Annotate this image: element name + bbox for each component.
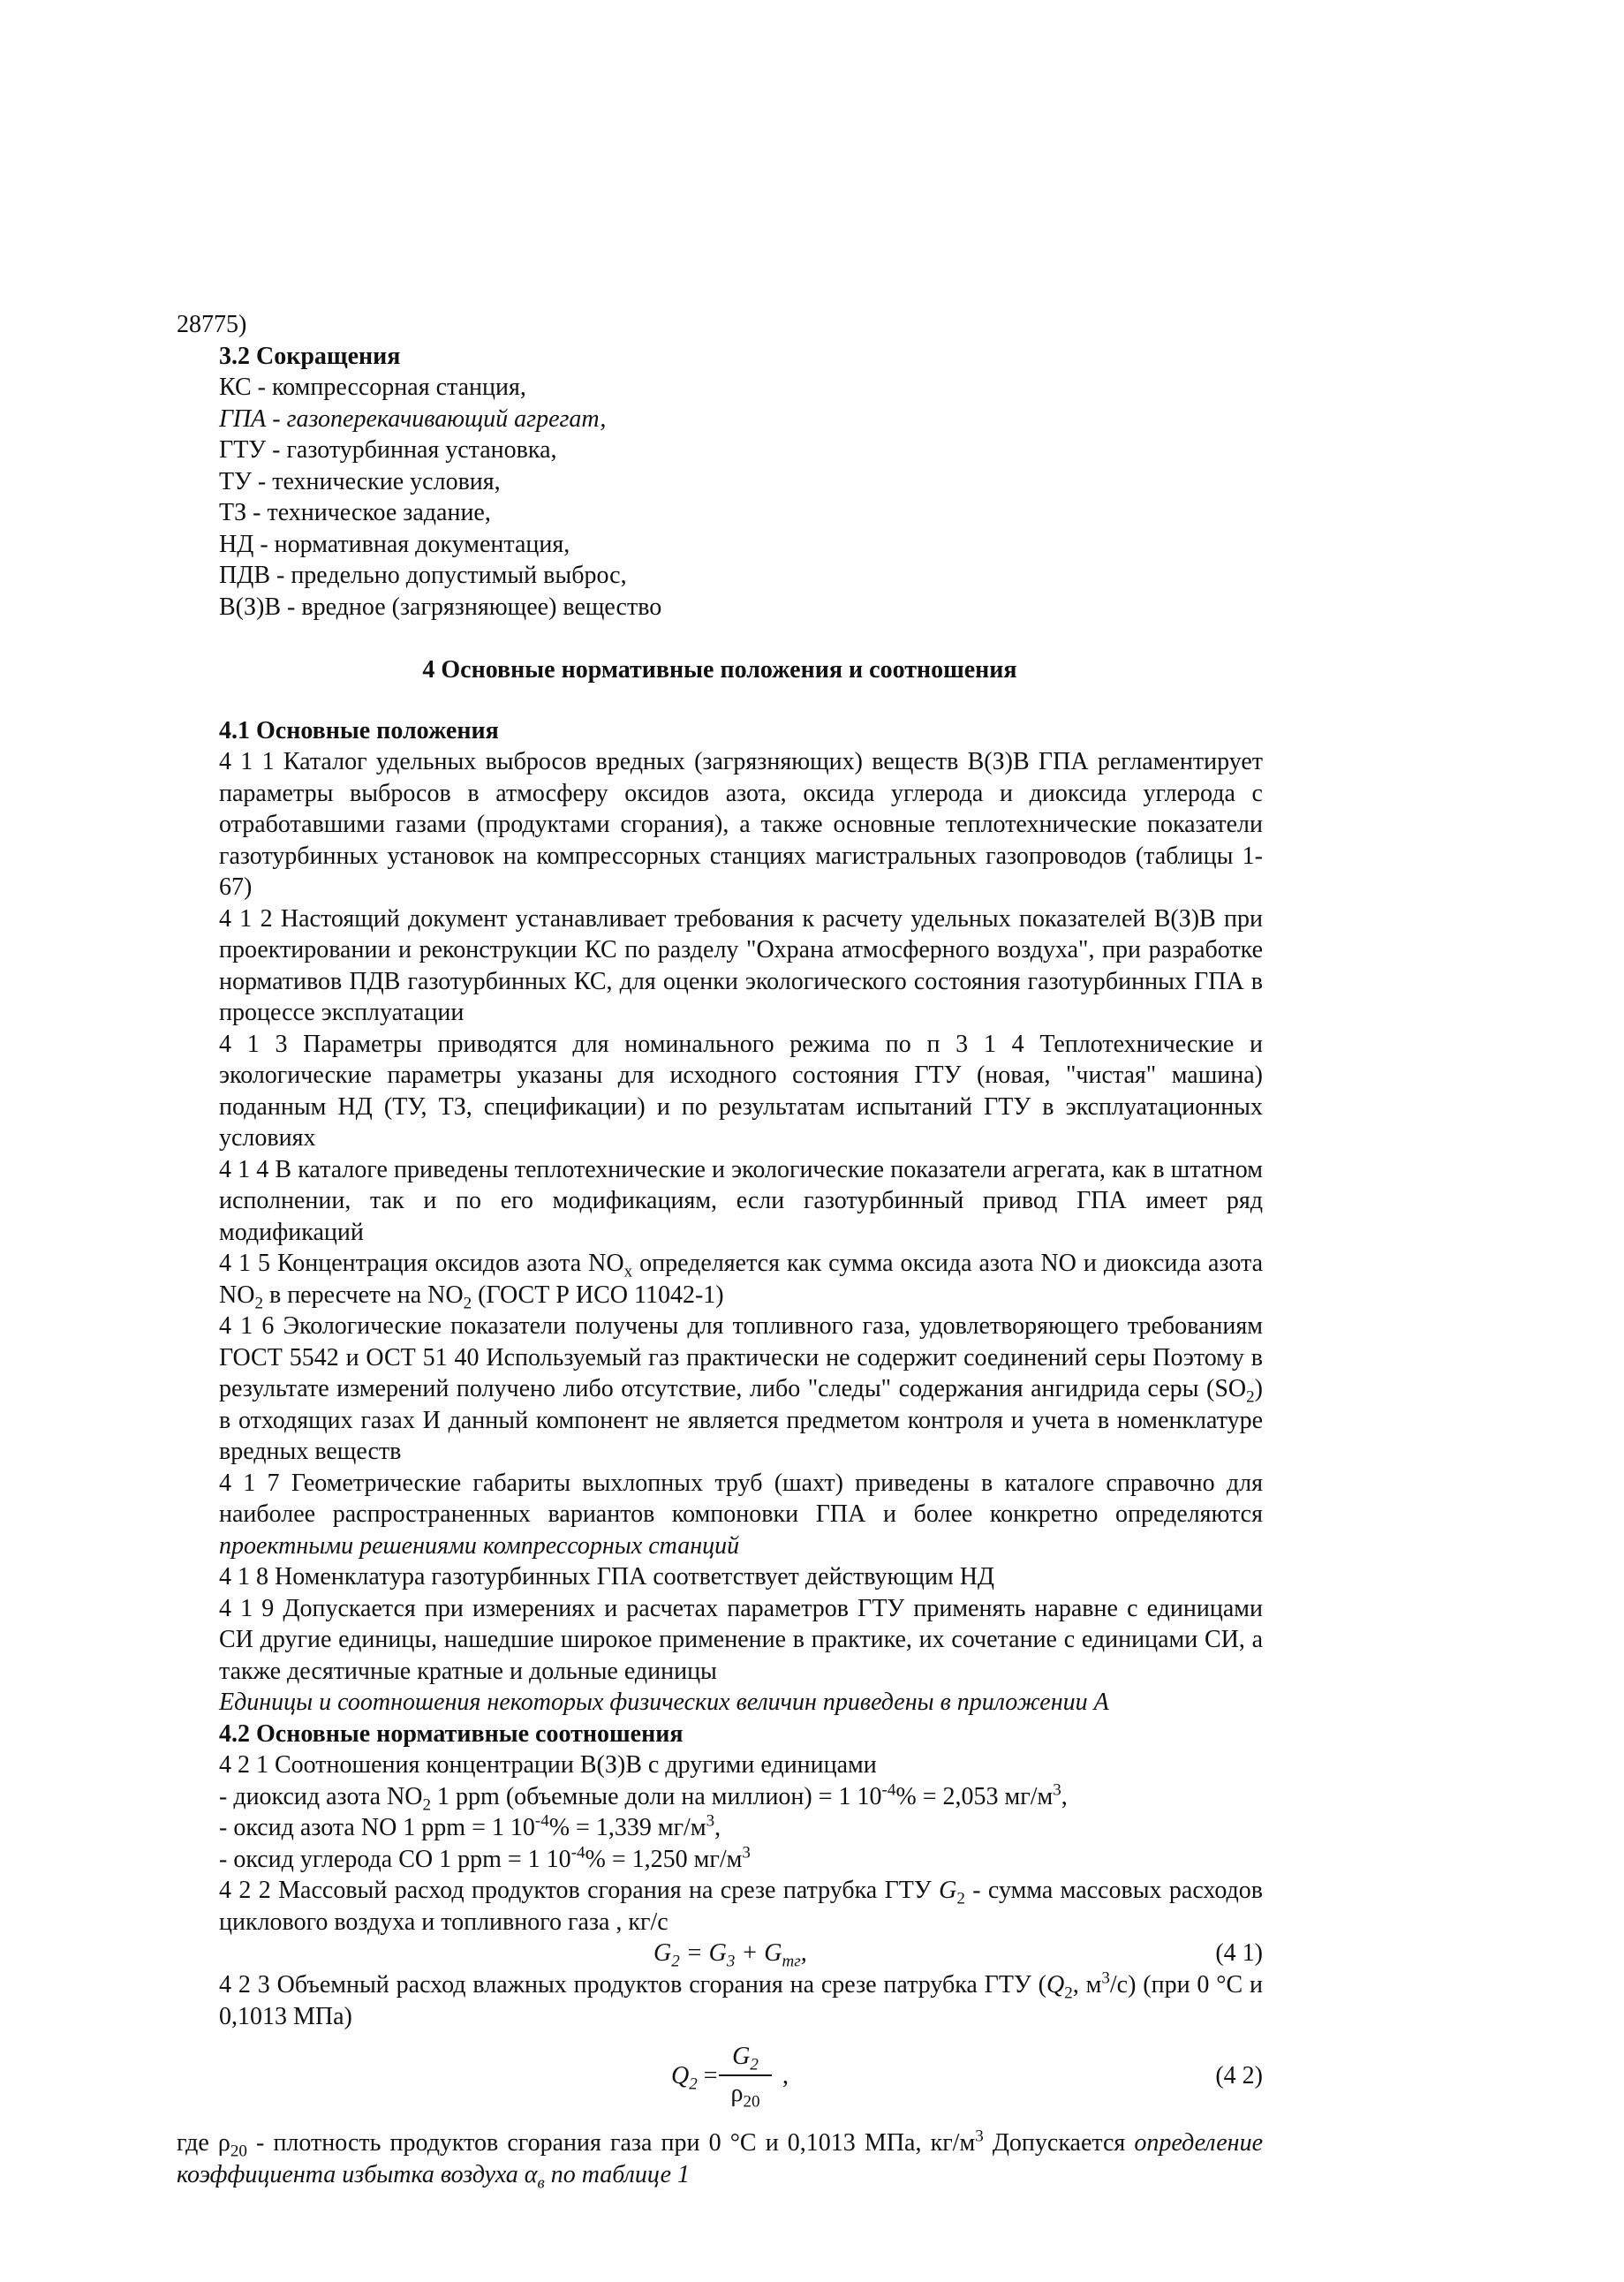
section-4-title: 4 Основные нормативные положения и соотношения xyxy=(422,656,1017,684)
abbreviation-item: КС - компрессорная станция, xyxy=(219,374,526,401)
paragraph-4-2-2: 4 2 2 Массовый расход продуктов сгорания на срезе патрубка ГТУ $G_2$ - сумма массовых расходов циклового воздуха и топливного газа , кг/с xyxy=(219,1877,1263,1936)
fraction xyxy=(719,2041,772,2112)
paragraph-4-1-8: 4 1 8 Номенклатура газотурбинных ГПА соответствует действующим НД xyxy=(219,1563,995,1591)
paragraph-4-1-6: 4 1 6 Экологические показатели получены для топливного газа, удовлетворяющего требованиям ГОСТ 5542 и ОСТ 51 40 Используемый газ практически не содержит соединений серы Поэтому в результате измерений получено либо отсутствие, либо "следы" содержания ангидрида серы $(SO_2)$ в отходящих газах И данный компонент не является предметом контроля и учета в номенклатуре вредных веществ xyxy=(219,1312,1263,1465)
top-reference: 28775) xyxy=(177,311,247,338)
fraction-denominator: $\rho_{20}$ xyxy=(730,2079,760,2112)
paragraph-4-1-3: 4 1 3 Параметры приводятся для номинального режима по п 3 1 4 Теплотехнические и экологические параметры указаны для исходного состояния ГТУ (новая, "чистая" машина) поданным НД (ТУ, ТЗ, спецификации) и по результатам испытаний ГТУ в эксплуатационных условиях xyxy=(219,1030,1263,1152)
abbreviation-item: ТЗ - техническое задание, xyxy=(219,499,491,526)
paragraph-4-2-3: 4 2 3 Объемный расход влажных продуктов сгорания на срезе патрубка ГТУ ($Q_2$, $м^3/с$) (при 0 °С и 0,1013 МПа) xyxy=(219,1968,1264,2030)
subsection-4-2-heading: 4.2 Основные нормативные соотношения xyxy=(219,1719,684,1748)
equation-number: (4 1) xyxy=(1215,1939,1263,1967)
abbreviations-list xyxy=(177,372,1263,623)
subsection-4-1-heading: 4.1 Основные положения xyxy=(219,716,499,744)
conversion-line: - диоксид азота $NO_2$ 1 ppm (объемные доли на миллион) = 1 $10^{-4}\% = 2,053$ $мг/м^3$, xyxy=(219,1780,1068,1815)
conversion-line: - оксид азота NO 1 ppm = 1 $10^{-4}\% = 1,339$ $мг/м^3$, xyxy=(219,1811,721,1841)
conversion-line: - оксид углерода CO 1 ppm = 1 $10^{-4}\% = 1,250$ $мг/м^3$ xyxy=(219,1843,751,1873)
fraction-numerator: $G_2$ xyxy=(719,2041,772,2076)
units-note: Единицы и соотношения некоторых физических величин приведены в приложении А xyxy=(219,1689,1109,1716)
paragraph-4-2-1: 4 2 1 Соотношения концентрации В(З)В с другими единицами xyxy=(219,1751,877,1779)
paragraph-4-1-1: 4 1 1 Каталог удельных выбросов вредных (загрязняющих) веществ В(З)В ГПА регламентирует параметры выбросов в атмосферу оксидов азота, оксида углерода и диоксида углерода с отработавшими газами (продуктами сгорания), а также основные теплотехнические показатели газотурбинных установок на компрессорных станциях магистральных газопроводов (таблицы 1-67) xyxy=(219,748,1263,901)
abbreviation-item: НД - нормативная документация, xyxy=(219,530,570,558)
abbreviation-item: ПДВ - предельно допустимый выброс, xyxy=(219,562,627,589)
abbreviations-heading: 3.2 Сокращения xyxy=(219,342,401,370)
equation-4-2-lhs: $Q_2$ = xyxy=(671,2062,718,2094)
paragraph-4-1-2: 4 1 2 Настоящий документ устанавливает требования к расчету удельных показателей В(З)В при проектировании и реконструкции КС по разделу "Охрана атмосферного воздуха", при разработке нормативов ПДВ газотурбинных КС, для оценки экологического состояния газотурбинных ГПА в процессе эксплуатации xyxy=(219,904,1263,1026)
equation-number: (4 2) xyxy=(1215,2062,1263,2089)
where-clause: где $\rho_{20}$ - плотность продуктов сгорания газа при 0 °С и 0,1013 МПа, $кг/м^3$ Допускается определение коэффициента избытка воздуха $\alpha_в$ по таблице 1 xyxy=(177,2127,1263,2193)
paragraph-4-1-4: 4 1 4 В каталоге приведены теплотехнические и экологические показатели агрегата, как в штатном исполнении, так и по его модификациям, если газотурбинный привод ГПА имеет ряд модификаций xyxy=(219,1155,1263,1246)
abbreviation-item: ГТУ - газотурбинная установка, xyxy=(219,436,557,464)
document-page xyxy=(177,309,1264,2193)
equation-4-1 xyxy=(177,1938,1263,1969)
abbreviation-item: ГПА - газоперекачивающий агрегат, xyxy=(219,404,607,433)
paragraph-4-1-7: 4 1 7 Геометрические габариты выхлопных труб (шахт) приведены в каталоге справочно для наиболее распространенных вариантов компоновки ГПА и более конкретно определяются проектными решениями компрессорных станций xyxy=(219,1469,1263,1560)
equation-4-2: $Q_2$ = $\frac{G_2}{\rho_{20}}$ , (4 2) xyxy=(671,2043,1263,2112)
abbreviation-item: В(З)В - вредное (загрязняющее) вещество xyxy=(219,593,662,621)
equation-4-1-body: $G_2 = G_3 + G_{тг}$, xyxy=(653,1939,807,1971)
abbreviation-item: ТУ - технические условия, xyxy=(219,467,501,495)
paragraph-4-1-5: 4 1 5 Концентрация оксидов азота $NO_x$ определяется как сумма оксида азота NO и диоксида азота $NO_2$ в пересчете на $NO_2$ (ГОСТ Р ИСО 11042-1) xyxy=(219,1250,1263,1313)
paragraph-4-1-9: 4 1 9 Допускается при измерениях и расчетах параметров ГТУ применять наравне с единицами СИ другие единицы, нашедшие широкое применение в практике, их сочетание с единицами СИ, а также десятичные кратные и дольные единицы xyxy=(219,1594,1263,1685)
